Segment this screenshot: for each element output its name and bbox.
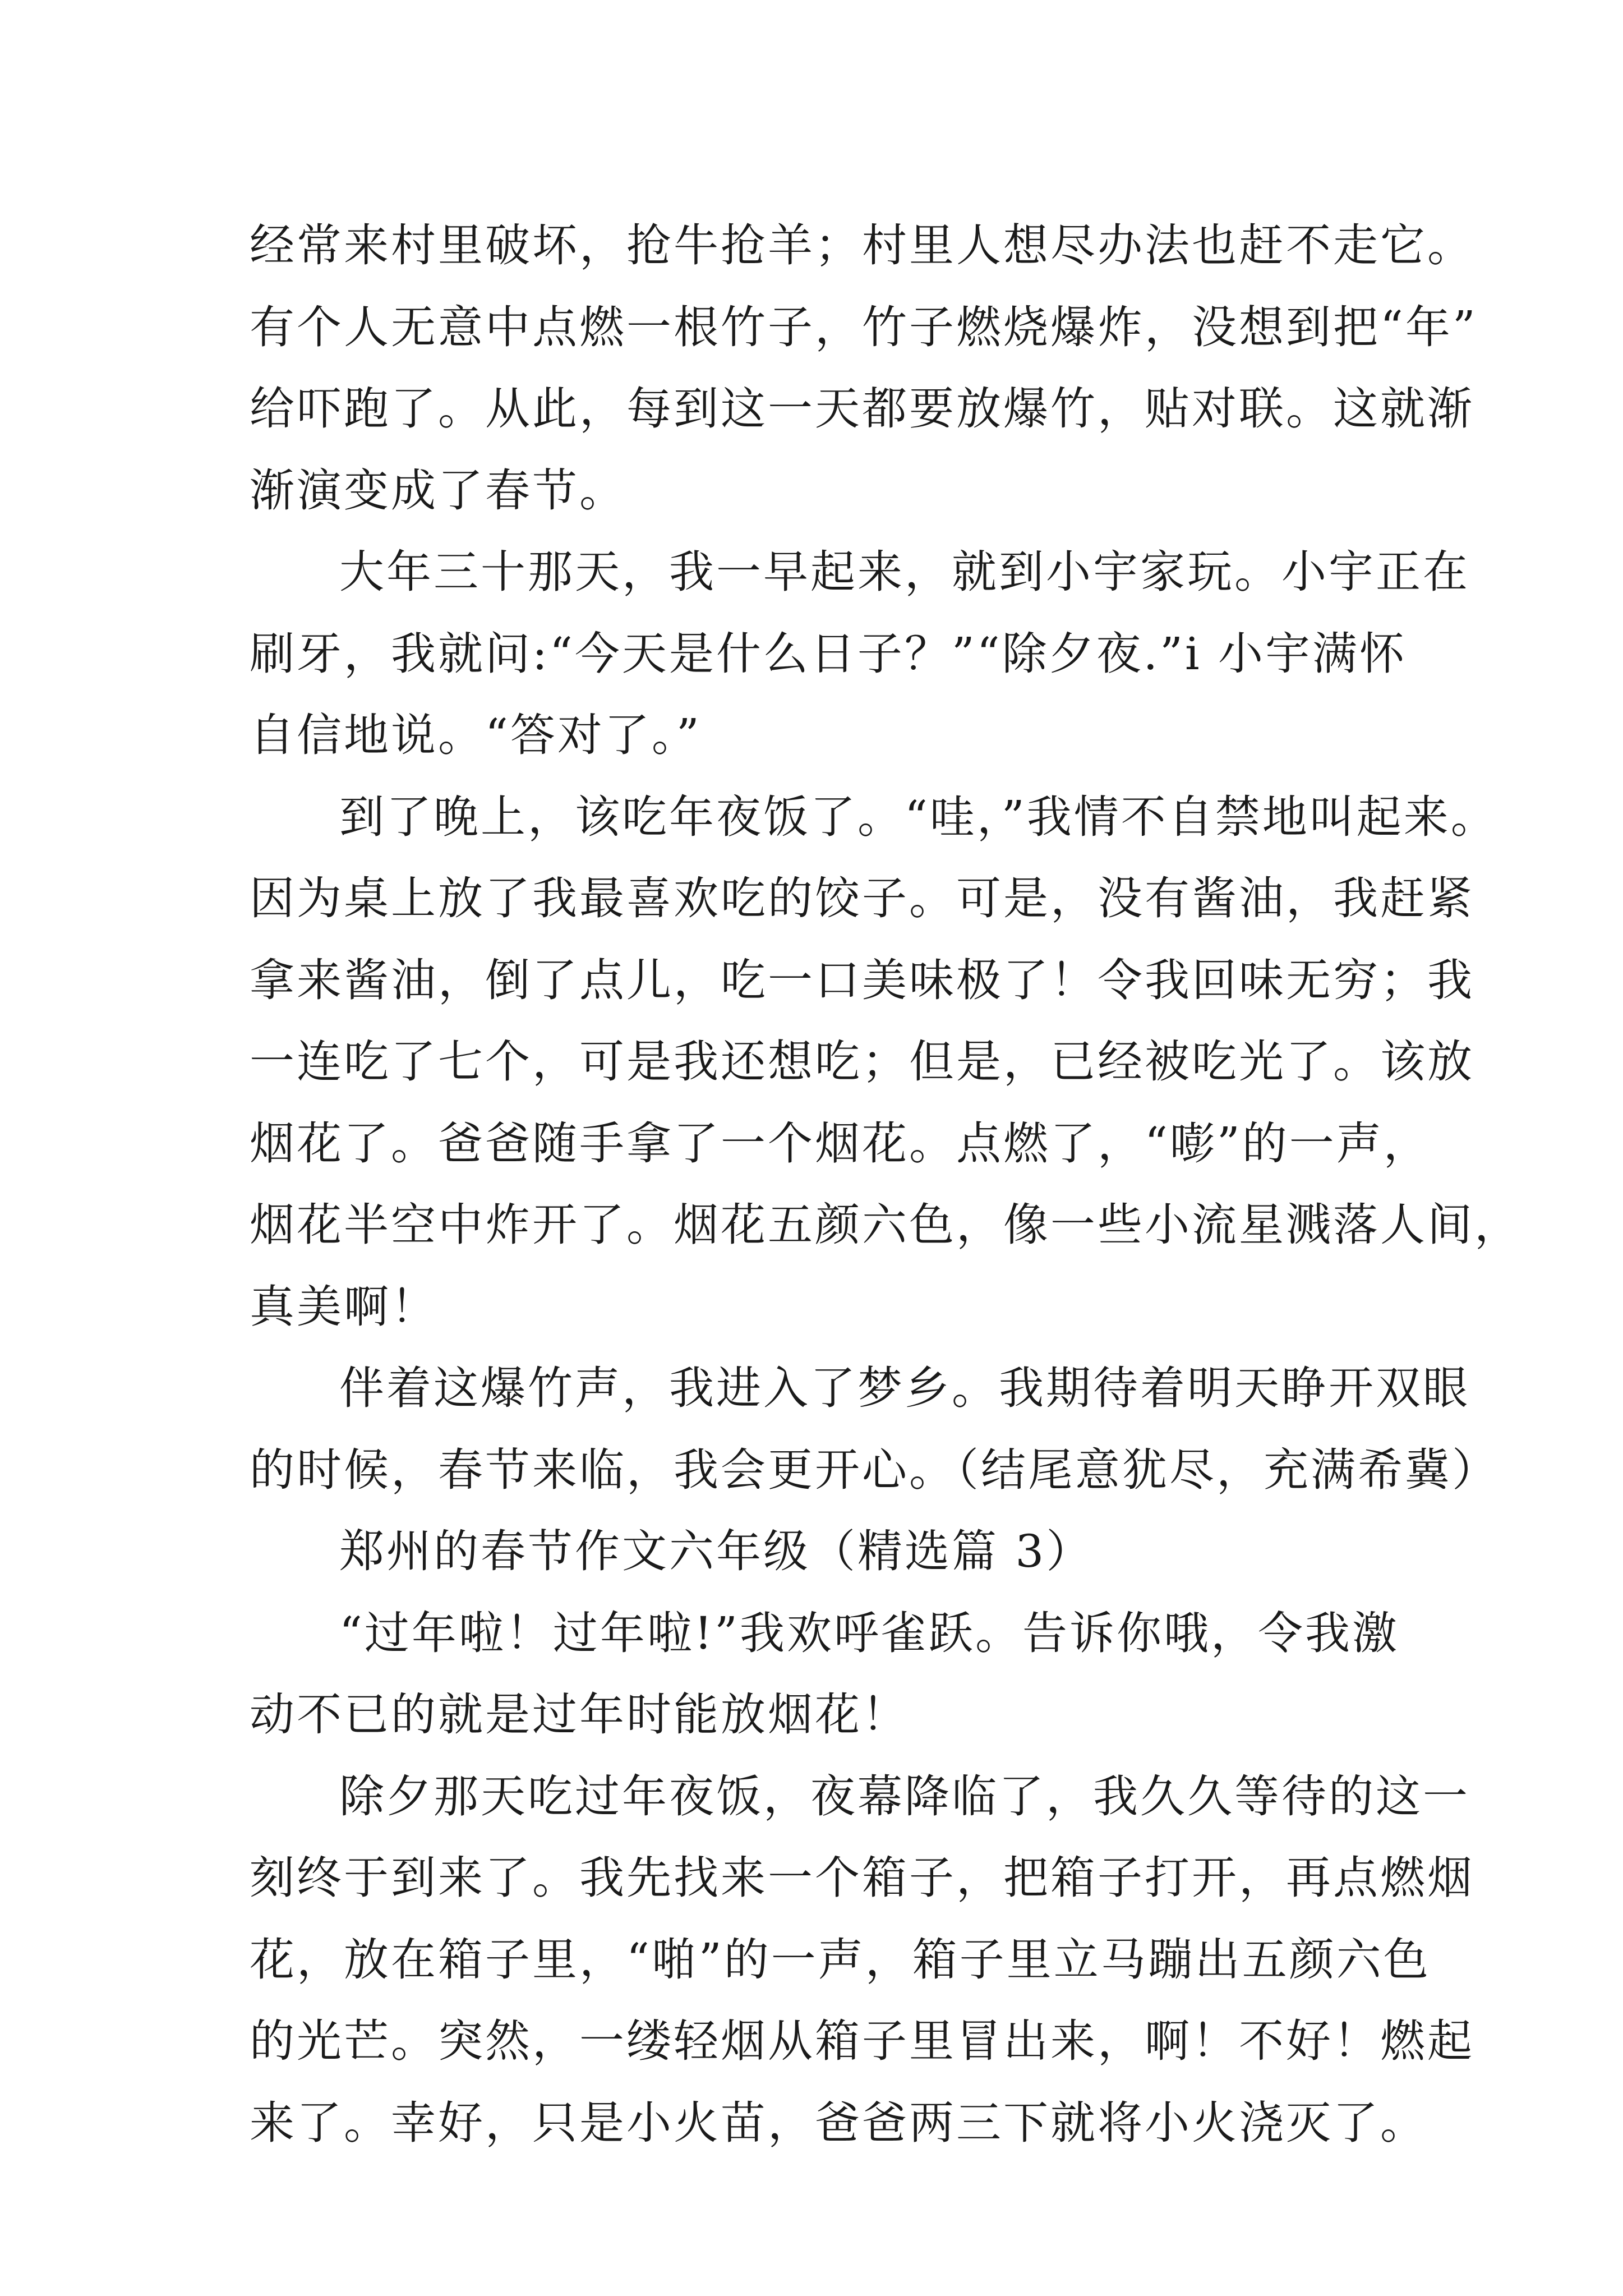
paragraph-first-line: 到了晚上，该吃年夜饭了。“哇，”我情不自禁地叫起来。 — [339, 790, 1498, 843]
text-line: 刷牙，我就问:“今天是什么日子？”“除夕夜.”i 小宇满怀 — [250, 627, 1407, 680]
text-line: 烟花了。爸爸随手拿了一个烟花。点燃了，“嘭”的一声， — [250, 1117, 1431, 1170]
text-line: 动不已的就是过年时能放烟花！ — [250, 1688, 909, 1741]
text-line: 一连吃了七个，可是我还想吃；但是，已经被吃光了。该放 — [250, 1036, 1474, 1088]
paragraph-first-line: 伴着这爆竹声，我进入了梦乡。我期待着明天睁开双眼 — [339, 1362, 1470, 1414]
text-line: 的光芒。突然，一缕轻烟从箱子里冒出来，啊！不好！燃起 — [250, 2015, 1474, 2067]
text-line: 给吓跑了。从此，每到这一天都要放爆竹，贴对联。这就渐 — [250, 383, 1474, 435]
text-line: 烟花半空中炸开了。烟花五颜六色，像一些小流星溅落人间， — [250, 1199, 1521, 1251]
text-line: 有个人无意中点燃一根竹子，竹子燃烧爆炸，没想到把“年” — [250, 301, 1478, 353]
paragraph-first-line: “过年啦！过年啦!”我欢呼雀跃。告诉你哦，令我激 — [339, 1607, 1399, 1659]
text-line: 花，放在箱子里，“啪”的一声，箱子里立马蹦出五颜六色 — [250, 1933, 1431, 1986]
text-line: 的时候，春节来临，我会更开心。（结尾意犹尽，充满希冀） — [250, 1443, 1499, 1496]
text-line: 因为桌上放了我最喜欢吃的饺子。可是，没有酱油，我赶紧 — [250, 872, 1474, 924]
paragraph-first-line: 除夕那天吃过年夜饭，夜幕降临了，我久久等待的这一 — [339, 1770, 1470, 1823]
text-line: 拿来酱油，倒了点儿，吃一口美味极了！令我回味无穷；我 — [250, 954, 1474, 1006]
essay-text — [250, 205, 1521, 2164]
text-line: 自信地说。“答对了。” — [250, 709, 702, 761]
text-line: 经常来村里破坏，抢牛抢羊；村里人想尽办法也赶不走它。 — [250, 219, 1474, 272]
section-heading: 郑州的春节作文六年级（精选篇 3） — [339, 1525, 1094, 1577]
text-line: 来了。幸好，只是小火苗，爸爸两三下就将小火浇灭了。 — [250, 2096, 1427, 2149]
text-line: 刻终于到来了。我先找来一个箱子，把箱子打开，再点燃烟 — [250, 1852, 1474, 1904]
text-line: 渐演变成了春节。 — [250, 464, 626, 517]
paragraph-first-line: 大年三十那天，我一早起来，就到小宇家玩。小宇正在 — [339, 546, 1470, 598]
text-line: 真美啊！ — [250, 1280, 438, 1333]
